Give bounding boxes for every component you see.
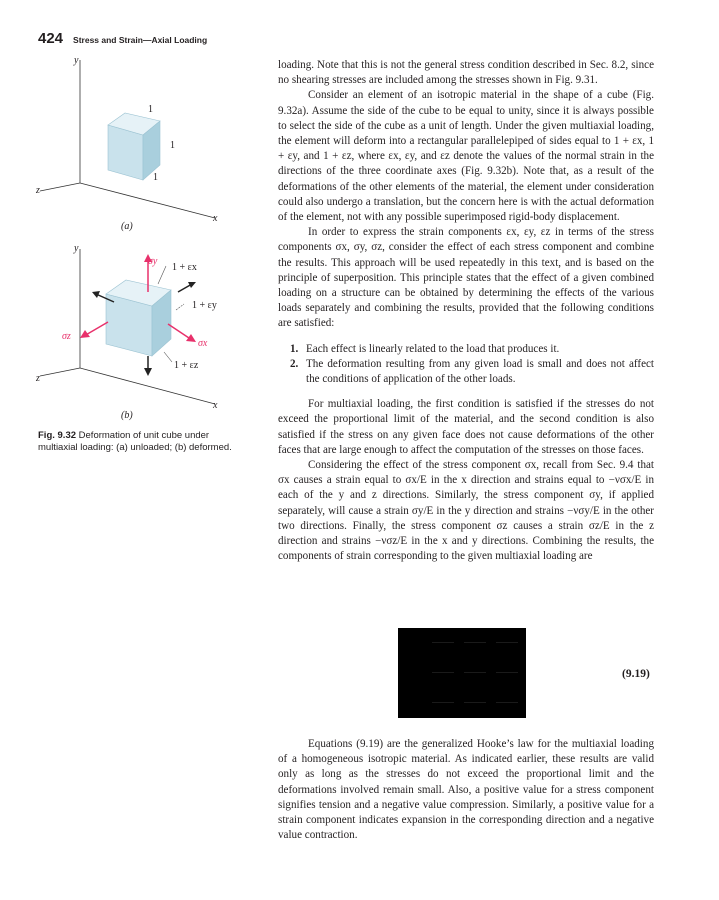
list-number: 2. <box>290 357 299 370</box>
paragraph-5: Considering the effect of the stress component σx, recall from Sec. 9.4 that σx causes a strain equal to σx/E in the x direction and strains equal to −νσx/E in each of the y and z directions. Similarly, the stress component σy, if applied separately, will cause a strain σy/E in the y direction and strains −νσy/E in the other two directions. Finally, the stress component σz causes a strain σz/E in the z direction and strains −νσz/E in the x and y directions. Combining the results, the components of strain corresponding to the given multiaxial loading are <box>278 459 654 563</box>
strain-y-label: 1 + εy <box>192 300 217 311</box>
paragraph-3: In order to express the strain components εx, εy, εz in terms of the stress components σx, σy, σz, consider the effect of each stress component and combine the results. This approach will be used repeatedly in this text, and is based on the principle of superposition. This principle states that the effect of a given combined loading on a structure can be obtained by determining the effects of the various loads separately and combining the results, provided that the following conditions are satisfied: <box>278 226 654 330</box>
list-text: The deformation resulting from any given load is small and does not affect the conditions of application of the other loads. <box>306 357 654 386</box>
figure-a-unloaded-cube <box>30 55 250 235</box>
sigma-x-label: σx <box>198 338 208 349</box>
conditions-list <box>278 342 654 388</box>
figure-caption-label: Fig. 9.32 <box>38 430 77 441</box>
list-text: Each effect is linearly related to the load that produces it. <box>306 342 560 355</box>
figure-b-label: (b) <box>121 410 133 421</box>
cube-a-dimension-3: 1 <box>153 172 158 183</box>
running-head: Stress and Strain—Axial Loading <box>73 35 208 45</box>
list-item <box>278 357 654 387</box>
paragraph-6: Equations (9.19) are the generalized Hooke’s law for the multiaxial loading of a homogeneous isotropic material. As indicated earlier, these results are valid only as long as the stresses do not exceed the proportional limit and the deformations involved remain small. Also, a positive value for a stress component signifies tension and a negative value compression. Similarly, a positive value for a strain component indicates expansion in the corresponding direction and a negative value contraction. <box>278 738 654 842</box>
sigma-y-label: σy <box>148 256 158 267</box>
list-number: 1. <box>290 342 299 355</box>
cube-a-dimension-2: 1 <box>170 140 175 151</box>
closing-text <box>278 737 654 843</box>
list-item <box>278 342 654 357</box>
axis-z-label-b: z <box>36 373 40 384</box>
strain-z-label: 1 + εz <box>174 360 199 371</box>
paragraph-4: For multiaxial loading, the first condition is satisfied if the stresses do not exceed the proportional limit of the material, and the second condition is also satisfied if the stress on any given face does not cause deformations of the other faces that are large enough to affect the computation of the stresses on those faces. <box>278 398 654 456</box>
paragraph-2: Consider an element of an isotropic material in the shape of a cube (Fig. 9.32a). Assume the side of the cube to be equal to unity, since it is always possible to select the side of the cube as a unit of length. Under the given multiaxial loading, the element will deform into a rectangular parallelepiped of sides equal to 1 + εx, 1 + εy, and 1 + εz, where εx, εy, and εz denote the values of the normal strain in the directions of the three coordinate axes (Fig. 9.32b). Note that, as a result of the deformations of the other elements of the material, the element under consideration could also undergo a translation, but the concern here is with the actual deformation of the element, not with any possible superimposed rigid-body displacement. <box>278 89 654 224</box>
axis-x-label-b: x <box>213 400 218 411</box>
axis-z-label-a: z <box>36 185 40 196</box>
axis-x-label-a: x <box>213 213 218 224</box>
sigma-z-label: σz <box>62 331 71 342</box>
figure-caption <box>38 430 238 454</box>
equation-block <box>398 628 526 718</box>
page-number: 424 <box>38 30 64 47</box>
axis-y-label-b: y <box>74 243 79 254</box>
paragraph-1: loading. Note that this is not the general stress condition described in Sec. 8.2, since no shearing stresses are included among the stresses shown in Fig. 9.31. <box>278 59 654 87</box>
cube-a-dimension-1: 1 <box>148 104 153 115</box>
figure-b-deformed-cube <box>30 244 250 414</box>
equation-number: (9.19) <box>622 668 650 680</box>
page-header <box>38 30 207 50</box>
strain-x-label: 1 + εx <box>172 262 197 273</box>
axis-y-label-a: y <box>74 55 79 66</box>
figure-a-label: (a) <box>121 221 133 232</box>
figure-caption-text: Deformation of unit cube under multiaxial loading: (a) unloaded; (b) deformed. <box>38 430 232 453</box>
main-text-column <box>278 58 654 565</box>
